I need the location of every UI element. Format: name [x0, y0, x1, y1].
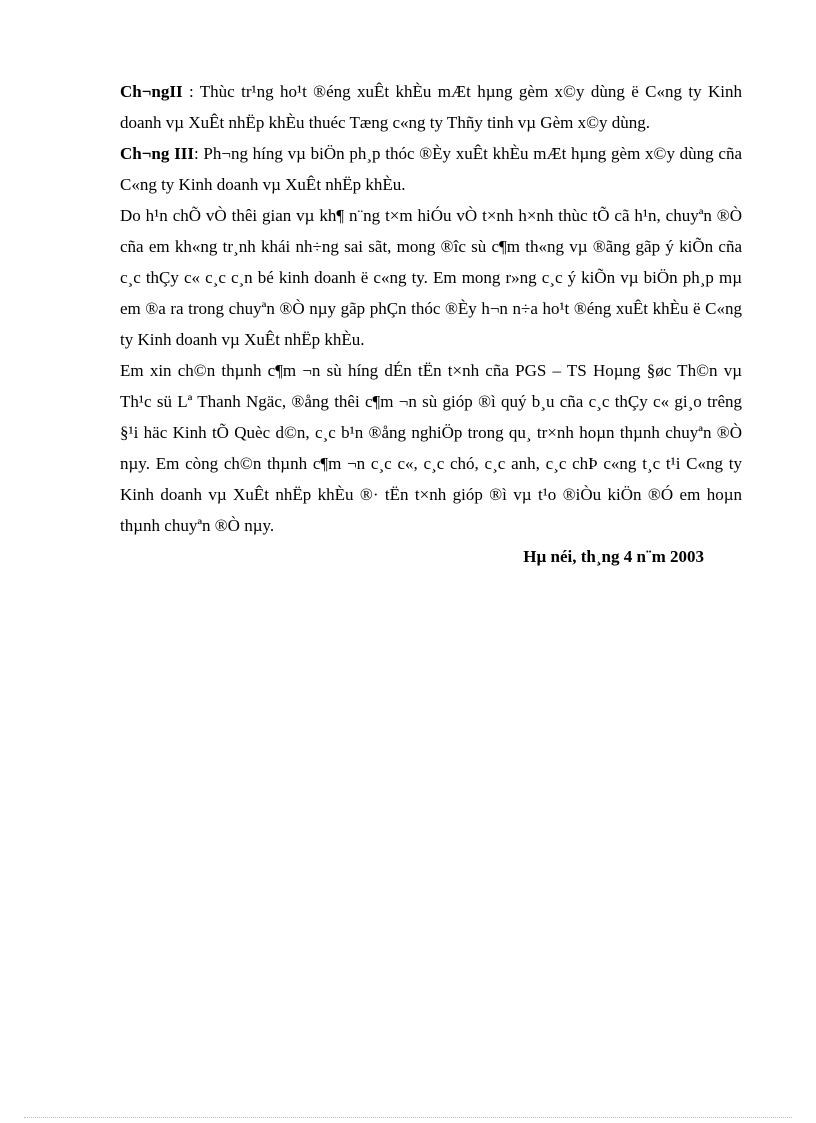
- thanks-paragraph: Em xin ch©n thµnh c¶m ¬n sù híng dÉn tËn t×nh cña PGS – TS Hoµng §øc Th©n vµ Th¹c sü Lª Thanh Ngäc, ®ång thêi c¶m ¬n sù gióp ®ì quý b¸u cña c¸c thÇy c« gi¸o trêng §¹i häc Kinh tÕ Quèc d©n, c¸c b¹n ®ång nghiÖp trong qu¸ tr×nh hoµn thµnh chuyªn ®Ò nµy. Em còng ch©n thµnh c¶m ¬n c¸c c«, c¸c chó, c¸c anh, c¸c chÞ c«ng t¸c t¹i C«ng ty Kinh doanh vµ XuÊt nhËp khÈu ®· tËn t×nh gióp ®ì vµ t¹o ®iÒu kiÖn ®Ó em hoµn thµnh chuyªn ®Ò nµy.: [120, 361, 742, 535]
- chapter-2-label: Ch¬ngII: [120, 82, 183, 101]
- place-date-signature: Hµ néi, th¸ng 4 n¨m 2003: [523, 547, 704, 566]
- limitation-paragraph: Do h¹n chÕ vÒ thêi gian vµ kh¶ n¨ng t×m hiÓu vÒ t×nh h×nh thùc tÕ cã h¹n, chuyªn ®Ò cña em kh«ng tr¸nh khái nh÷ng sai sãt, mong ®îc sù c¶m th«ng vµ ®ãng gãp ý kiÕn cña c¸c thÇy c« c¸c c¸n bé kinh doanh ë c«ng ty. Em mong r»ng c¸c ý kiÕn vµ biÖn ph¸p mµ em ®a ra trong chuyªn ®Ò nµy gãp phÇn thóc ®Èy h¬n n÷a ho¹t ®éng xuÊt khÈu ë C«ng ty Kinh doanh vµ XuÊt nhËp khÈu.: [120, 206, 742, 349]
- page-bottom-border: [24, 1117, 792, 1118]
- chapter-2-paragraph: [120, 76, 742, 138]
- chapter-2-text: : Thùc tr¹ng ho¹t ®éng xuÊt khÈu mÆt hµng gèm x©y dùng ë C«ng ty Kinh doanh vµ XuÊt nhËp khÈu thuéc Tæng c«ng ty Thñy tinh vµ Gèm x©y dùng.: [120, 82, 742, 132]
- document-body: [120, 76, 742, 567]
- chapter-3-text: : Ph¬ng híng vµ biÖn ph¸p thóc ®Èy xuÊt khÈu mÆt hµng gèm x©y dùng cña C«ng ty Kinh doanh vµ XuÊt nhËp khÈu.: [120, 144, 742, 194]
- chapter-3-label: Ch¬ng III: [120, 144, 194, 163]
- chapter-3-paragraph: [120, 138, 742, 200]
